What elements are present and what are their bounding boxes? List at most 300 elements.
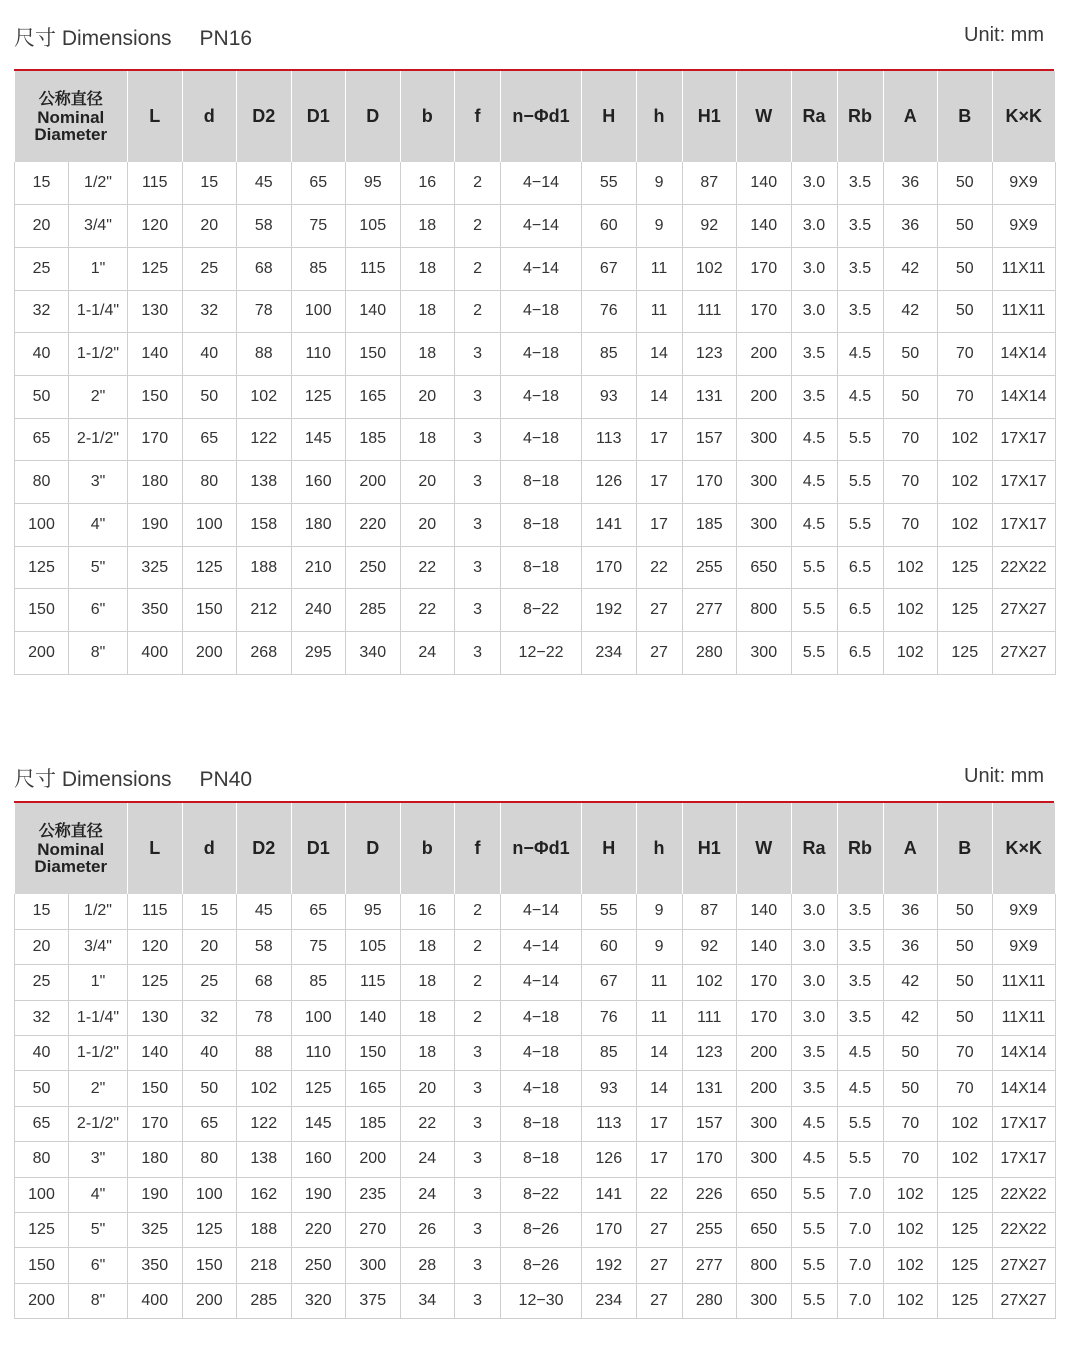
table-cell: 8−18 [501, 504, 582, 547]
table-cell: 100 [15, 1177, 69, 1212]
table-cell: 125 [182, 546, 237, 589]
table-cell: 27 [636, 589, 682, 632]
table-cell: 15 [182, 162, 237, 205]
table-cell: 40 [182, 1036, 237, 1071]
table-cell: 125 [291, 375, 346, 418]
table-cell: 141 [582, 1177, 637, 1212]
table-cell: 102 [682, 965, 737, 1000]
table-row [15, 632, 1056, 675]
table-cell: 17X17 [992, 461, 1055, 504]
table-cell: 8−26 [501, 1248, 582, 1283]
table-cell: 280 [682, 1283, 737, 1318]
table-cell: 375 [346, 1283, 401, 1318]
table-cell: 17X17 [992, 504, 1055, 547]
table-cell: 100 [291, 290, 346, 333]
table-cell: 160 [291, 461, 346, 504]
table-cell: 650 [737, 1213, 792, 1248]
table-cell: 17 [636, 1142, 682, 1177]
table-cell: 300 [737, 461, 792, 504]
table-cell: 100 [182, 504, 237, 547]
table-cell: 8−22 [501, 589, 582, 632]
table-cell: 22X22 [992, 546, 1055, 589]
table-cell: 102 [938, 418, 993, 461]
table-cell: 3.0 [791, 205, 837, 248]
pn40-pressure-label: PN40 [199, 768, 253, 791]
table-cell: 67 [582, 965, 637, 1000]
table-cell: 76 [582, 1000, 637, 1035]
table-cell: 2 [455, 1000, 501, 1035]
table-cell: 125 [291, 1071, 346, 1106]
table-cell: 270 [346, 1213, 401, 1248]
pn40-section-title [14, 755, 1054, 795]
table-cell: 111 [682, 1000, 737, 1035]
table-cell: 9X9 [992, 205, 1055, 248]
table-cell: 70 [938, 375, 993, 418]
table-row [15, 461, 1056, 504]
table-cell: 68 [237, 247, 292, 290]
table-cell: 18 [400, 247, 455, 290]
pn16-header-col-12: Ra [791, 71, 837, 162]
table-cell: 300 [737, 1283, 792, 1318]
pn40-header-col-2: D2 [237, 803, 292, 894]
table-cell: 650 [737, 1177, 792, 1212]
table-cell: 8−26 [501, 1213, 582, 1248]
table-cell: 45 [237, 894, 292, 929]
pn40-dimensions-table [14, 803, 1056, 1319]
table-cell: 17X17 [992, 418, 1055, 461]
table-cell: 138 [237, 461, 292, 504]
table-cell: 3.5 [791, 1036, 837, 1071]
table-cell: 123 [682, 333, 737, 376]
table-cell: 22 [636, 546, 682, 589]
table-cell: 50 [883, 333, 938, 376]
table-cell: 150 [346, 333, 401, 376]
table-cell: 2 [455, 205, 501, 248]
pn40-header-col-9: h [636, 803, 682, 894]
table-cell: 14 [636, 333, 682, 376]
table-cell: 3 [455, 375, 501, 418]
table-cell: 192 [582, 1248, 637, 1283]
table-cell: 27X27 [992, 1283, 1055, 1318]
table-cell: 32 [15, 290, 69, 333]
table-cell: 58 [237, 929, 292, 964]
table-cell: 200 [346, 461, 401, 504]
table-cell: 200 [182, 1283, 237, 1318]
table-cell: 126 [582, 461, 637, 504]
table-cell: 125 [128, 965, 183, 1000]
table-cell: 650 [737, 546, 792, 589]
table-cell: 27X27 [992, 632, 1055, 675]
table-cell: 2" [69, 1071, 128, 1106]
pn40-title-group [14, 763, 252, 793]
table-cell: 250 [291, 1248, 346, 1283]
table-cell: 120 [128, 929, 183, 964]
table-cell: 36 [883, 205, 938, 248]
pn16-header-col-4: D [346, 71, 401, 162]
table-cell: 3/4" [69, 205, 128, 248]
table-cell: 18 [400, 929, 455, 964]
table-cell: 400 [128, 1283, 183, 1318]
table-cell: 16 [400, 894, 455, 929]
table-cell: 5" [69, 1213, 128, 1248]
pn40-header-col-8: H [582, 803, 637, 894]
pn40-header-nominal-diameter [15, 803, 128, 894]
table-cell: 5.5 [791, 1213, 837, 1248]
table-cell: 102 [237, 375, 292, 418]
table-cell: 8−18 [501, 1106, 582, 1141]
table-cell: 6.5 [837, 546, 883, 589]
table-cell: 70 [883, 504, 938, 547]
table-cell: 325 [128, 1213, 183, 1248]
table-cell: 226 [682, 1177, 737, 1212]
table-cell: 102 [938, 1106, 993, 1141]
table-cell: 3.5 [837, 247, 883, 290]
table-cell: 20 [400, 1071, 455, 1106]
table-cell: 5.5 [791, 632, 837, 675]
table-cell: 34 [400, 1283, 455, 1318]
table-cell: 158 [237, 504, 292, 547]
table-cell: 3.5 [837, 1000, 883, 1035]
table-cell: 200 [182, 632, 237, 675]
pn16-header-col-2: D2 [237, 71, 292, 162]
table-cell: 300 [737, 504, 792, 547]
table-row [15, 418, 1056, 461]
table-cell: 4.5 [791, 1106, 837, 1141]
table-cell: 180 [291, 504, 346, 547]
table-cell: 27X27 [992, 589, 1055, 632]
table-cell: 150 [346, 1036, 401, 1071]
table-cell: 4−18 [501, 418, 582, 461]
table-cell: 15 [182, 894, 237, 929]
table-cell: 130 [128, 290, 183, 333]
table-cell: 4−14 [501, 894, 582, 929]
table-cell: 20 [400, 375, 455, 418]
pn16-header-col-6: f [455, 71, 501, 162]
table-cell: 4.5 [791, 1142, 837, 1177]
table-cell: 6" [69, 589, 128, 632]
table-cell: 4−14 [501, 929, 582, 964]
table-cell: 170 [682, 461, 737, 504]
table-cell: 87 [682, 894, 737, 929]
table-cell: 113 [582, 1106, 637, 1141]
table-cell: 277 [682, 1248, 737, 1283]
table-cell: 122 [237, 418, 292, 461]
table-row [15, 1177, 1056, 1212]
table-cell: 3 [455, 333, 501, 376]
table-cell: 180 [128, 1142, 183, 1177]
table-cell: 42 [883, 290, 938, 333]
table-cell: 5.5 [837, 418, 883, 461]
table-cell: 11 [636, 1000, 682, 1035]
pn40-header-col-15: B [938, 803, 993, 894]
table-row [15, 1283, 1056, 1318]
table-cell: 50 [938, 1000, 993, 1035]
table-cell: 102 [682, 247, 737, 290]
table-cell: 42 [883, 247, 938, 290]
table-cell: 5.5 [791, 1177, 837, 1212]
table-cell: 234 [582, 632, 637, 675]
table-cell: 123 [682, 1036, 737, 1071]
table-row [15, 929, 1056, 964]
table-cell: 320 [291, 1283, 346, 1318]
table-cell: 157 [682, 418, 737, 461]
table-cell: 78 [237, 1000, 292, 1035]
table-cell: 4" [69, 1177, 128, 1212]
table-cell: 25 [15, 247, 69, 290]
table-cell: 18 [400, 1036, 455, 1071]
table-cell: 3.0 [791, 1000, 837, 1035]
table-cell: 88 [237, 333, 292, 376]
table-cell: 3.5 [837, 162, 883, 205]
table-cell: 32 [15, 1000, 69, 1035]
table-cell: 14X14 [992, 1036, 1055, 1071]
table-cell: 3 [455, 418, 501, 461]
table-cell: 20 [400, 461, 455, 504]
table-cell: 800 [737, 1248, 792, 1283]
table-cell: 65 [291, 894, 346, 929]
table-cell: 55 [582, 162, 637, 205]
table-cell: 95 [346, 162, 401, 205]
table-cell: 65 [15, 418, 69, 461]
table-cell: 150 [15, 1248, 69, 1283]
table-cell: 170 [128, 1106, 183, 1141]
table-cell: 4−14 [501, 205, 582, 248]
table-cell: 18 [400, 290, 455, 333]
table-cell: 170 [737, 290, 792, 333]
table-cell: 80 [182, 1142, 237, 1177]
table-cell: 125 [938, 589, 993, 632]
table-row [15, 333, 1056, 376]
table-cell: 7.0 [837, 1177, 883, 1212]
pn16-header-col-0: L [128, 71, 183, 162]
table-cell: 9X9 [992, 162, 1055, 205]
table-row [15, 965, 1056, 1000]
table-cell: 145 [291, 1106, 346, 1141]
table-cell: 110 [291, 1036, 346, 1071]
table-cell: 300 [737, 418, 792, 461]
table-cell: 4.5 [837, 375, 883, 418]
table-cell: 125 [15, 546, 69, 589]
table-cell: 150 [128, 1071, 183, 1106]
pn40-header-col-3: D1 [291, 803, 346, 894]
table-cell: 67 [582, 247, 637, 290]
table-cell: 40 [15, 1036, 69, 1071]
table-cell: 93 [582, 375, 637, 418]
table-cell: 4−18 [501, 290, 582, 333]
table-row [15, 589, 1056, 632]
table-cell: 45 [237, 162, 292, 205]
table-cell: 40 [15, 333, 69, 376]
table-row [15, 546, 1056, 589]
table-cell: 70 [883, 1142, 938, 1177]
table-cell: 9X9 [992, 894, 1055, 929]
table-cell: 6" [69, 1248, 128, 1283]
table-cell: 1" [69, 965, 128, 1000]
table-cell: 4.5 [791, 418, 837, 461]
table-cell: 115 [346, 965, 401, 1000]
table-row [15, 1036, 1056, 1071]
table-cell: 50 [15, 1071, 69, 1106]
table-cell: 218 [237, 1248, 292, 1283]
table-cell: 400 [128, 632, 183, 675]
table-cell: 16 [400, 162, 455, 205]
table-cell: 60 [582, 929, 637, 964]
table-cell: 17 [636, 504, 682, 547]
table-cell: 92 [682, 929, 737, 964]
table-cell: 50 [182, 1071, 237, 1106]
table-cell: 15 [15, 894, 69, 929]
pn16-header-col-3: D1 [291, 71, 346, 162]
table-cell: 185 [346, 418, 401, 461]
table-cell: 5.5 [837, 461, 883, 504]
table-cell: 111 [682, 290, 737, 333]
table-cell: 240 [291, 589, 346, 632]
table-cell: 200 [737, 375, 792, 418]
table-cell: 40 [182, 333, 237, 376]
table-cell: 188 [237, 1213, 292, 1248]
table-cell: 22 [636, 1177, 682, 1212]
table-cell: 80 [182, 461, 237, 504]
table-cell: 80 [15, 1142, 69, 1177]
pn16-header-nominal-cn: 公称直径 [38, 90, 103, 108]
table-cell: 20 [15, 205, 69, 248]
pn40-header-col-4: D [346, 803, 401, 894]
table-cell: 92 [682, 205, 737, 248]
table-row [15, 1106, 1056, 1141]
table-row [15, 162, 1056, 205]
table-cell: 3 [455, 1071, 501, 1106]
table-cell: 27X27 [992, 1248, 1055, 1283]
table-cell: 8−18 [501, 546, 582, 589]
table-cell: 18 [400, 205, 455, 248]
table-cell: 235 [346, 1177, 401, 1212]
table-cell: 1/2" [69, 162, 128, 205]
table-cell: 130 [128, 1000, 183, 1035]
table-cell: 200 [737, 1036, 792, 1071]
table-cell: 277 [682, 589, 737, 632]
table-cell: 85 [582, 333, 637, 376]
table-cell: 14X14 [992, 1071, 1055, 1106]
table-cell: 200 [737, 1071, 792, 1106]
pn16-header-col-10: H1 [682, 71, 737, 162]
pn16-dimensions-table [14, 71, 1056, 675]
table-cell: 1" [69, 247, 128, 290]
table-cell: 165 [346, 375, 401, 418]
table-cell: 50 [938, 205, 993, 248]
table-cell: 65 [291, 162, 346, 205]
table-cell: 126 [582, 1142, 637, 1177]
table-cell: 140 [737, 205, 792, 248]
table-cell: 3.5 [837, 894, 883, 929]
table-cell: 5.5 [791, 1248, 837, 1283]
table-cell: 115 [128, 162, 183, 205]
table-cell: 160 [291, 1142, 346, 1177]
table-cell: 140 [737, 929, 792, 964]
table-cell: 6.5 [837, 632, 883, 675]
table-cell: 18 [400, 418, 455, 461]
table-cell: 8" [69, 632, 128, 675]
table-cell: 4−14 [501, 965, 582, 1000]
table-cell: 4.5 [791, 461, 837, 504]
table-cell: 131 [682, 375, 737, 418]
table-cell: 102 [883, 1177, 938, 1212]
table-cell: 3.0 [791, 965, 837, 1000]
table-cell: 125 [938, 632, 993, 675]
table-cell: 3 [455, 1248, 501, 1283]
table-cell: 20 [400, 504, 455, 547]
table-cell: 5.5 [791, 546, 837, 589]
table-cell: 42 [883, 965, 938, 1000]
table-cell: 140 [346, 1000, 401, 1035]
table-cell: 36 [883, 894, 938, 929]
table-cell: 120 [128, 205, 183, 248]
table-cell: 3.0 [791, 162, 837, 205]
table-cell: 3 [455, 1213, 501, 1248]
pn40-header-nominal-en1: Nominal [37, 839, 105, 859]
table-cell: 300 [737, 632, 792, 675]
table-cell: 350 [128, 589, 183, 632]
table-cell: 36 [883, 162, 938, 205]
table-cell: 110 [291, 333, 346, 376]
table-cell: 42 [883, 1000, 938, 1035]
table-cell: 145 [291, 418, 346, 461]
pn40-header-nominal-en2: Diameter [34, 856, 108, 876]
table-cell: 102 [237, 1071, 292, 1106]
table-cell: 100 [182, 1177, 237, 1212]
table-cell: 50 [938, 247, 993, 290]
table-cell: 102 [883, 1248, 938, 1283]
table-cell: 24 [400, 1142, 455, 1177]
table-cell: 70 [883, 461, 938, 504]
table-cell: 125 [128, 247, 183, 290]
table-cell: 3 [455, 589, 501, 632]
pn16-pressure-label: PN16 [199, 27, 253, 50]
table-cell: 125 [938, 1283, 993, 1318]
table-cell: 20 [15, 929, 69, 964]
table-cell: 1-1/2" [69, 1036, 128, 1071]
pn40-header-row [15, 803, 1056, 894]
table-cell: 65 [182, 418, 237, 461]
table-cell: 15 [15, 162, 69, 205]
table-cell: 4.5 [837, 1036, 883, 1071]
table-cell: 162 [237, 1177, 292, 1212]
pn16-header-nominal-en2: Diameter [34, 124, 108, 144]
table-cell: 4−18 [501, 375, 582, 418]
table-row [15, 290, 1056, 333]
table-cell: 125 [938, 1177, 993, 1212]
table-cell: 18 [400, 333, 455, 376]
table-cell: 27 [636, 1283, 682, 1318]
table-cell: 2 [455, 929, 501, 964]
pn16-header-nominal-en1: Nominal [37, 107, 105, 127]
table-cell: 9 [636, 162, 682, 205]
table-cell: 3.0 [791, 290, 837, 333]
table-row [15, 247, 1056, 290]
table-cell: 14X14 [992, 333, 1055, 376]
pn16-header-nominal-diameter [15, 71, 128, 162]
table-cell: 150 [182, 1248, 237, 1283]
pn16-header-col-1: d [182, 71, 237, 162]
table-cell: 185 [682, 504, 737, 547]
table-cell: 80 [15, 461, 69, 504]
table-cell: 105 [346, 205, 401, 248]
table-cell: 5.5 [837, 1106, 883, 1141]
table-cell: 188 [237, 546, 292, 589]
table-cell: 17 [636, 1106, 682, 1141]
pn40-header-nominal-cn: 公称直径 [38, 822, 103, 840]
table-cell: 32 [182, 290, 237, 333]
table-cell: 4−18 [501, 1036, 582, 1071]
